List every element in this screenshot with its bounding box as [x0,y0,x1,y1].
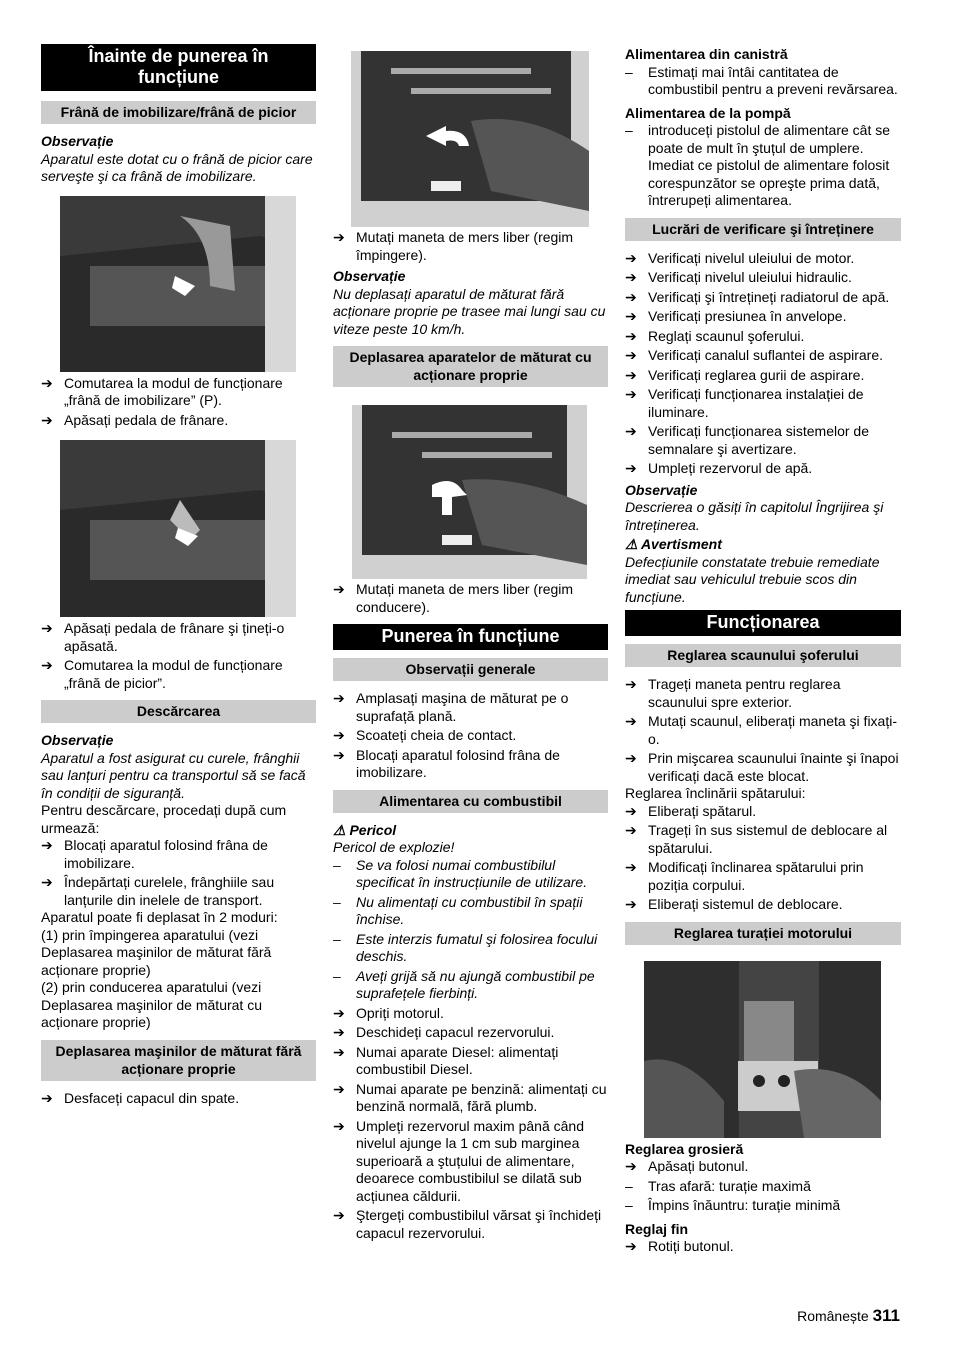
throttle-control-photo [644,961,881,1138]
step-item: ➔ Amplasați maşina de măturat pe o suprafață plană. [333,690,569,724]
step-item: ➔ Numai aparate Diesel: alimentați combustibil Diesel. [333,1043,559,1077]
subheading: Alimentarea din canistră [625,46,788,62]
arrow-icon: ➔ [41,1089,53,1106]
step-item: ➔ Blocați aparatul folosind frâna de imobilizare. [333,746,560,780]
parking-brake-illustration [60,196,296,372]
paragraph: Pentru descărcare, procedați după cum urmează: [41,802,287,836]
step-item: ➔ Umpleți rezervorul de apă. [625,460,813,476]
note-text: Descrierea o găsiți în capitolul Îngrijirea şi întreținerea. [625,499,884,533]
paragraph: (1) prin împingerea aparatului (vezi Deplasarea maşinilor de măturat fără acționare proprie) [41,926,272,978]
dash-icon: – [333,967,341,984]
step-item: ➔ Comutarea la modul de funcționare „frână de imobilizare” (P). [41,374,283,408]
danger-item: – Este interzis fumatul şi folosirea focului deschis. [333,930,598,964]
freewheel-lever-drive-photo [352,405,587,579]
section-heading: Înainte de punerea în funcțiune [41,44,316,91]
freewheel-lever-push-photo [351,51,589,227]
note-text: Aparatul este dotat cu o frână de picior care serveşte şi ca frână de imobilizare. [41,150,313,184]
step-item: ➔ Umpleți rezervorul maxim până când nivelul ajunge la 1 cm sub marginea superioară a ştuțului de alimentare, deoarece combustibilul se dilată sub acțiunea căldurii. [333,1117,584,1204]
note-label: Observație [41,732,114,748]
dash-item: – Estimați mai întâi cantitatea de combustibil pentru a preveni revărsarea. [625,63,898,97]
step-item: ➔ Mutați scaunul, eliberați maneta şi fixați-o. [625,713,897,747]
throttle-control-illustration [644,961,881,1138]
step-item: ➔ Blocați aparatul folosind frâna de imobilizare. [41,837,268,871]
arrow-icon: ➔ [333,581,345,597]
arrow-icon: ➔ [625,308,637,324]
step-item: ➔ Verificați nivelul uleiului hidraulic. [625,269,852,285]
arrow-icon: ➔ [41,657,53,673]
arrow-icon: ➔ [625,1158,637,1174]
warning-label: ⚠ Avertisment [625,536,722,552]
note-label: Observație [333,268,406,284]
step-item: ➔ Verificați funcționarea instalației de iluminare. [625,386,864,420]
step-item: ➔ Eliberați sistemul de deblocare. [625,896,843,912]
arrow-icon: ➔ [41,411,53,428]
arrow-icon: ➔ [625,1238,637,1254]
warning-icon: ⚠ [333,821,346,838]
step-item: ➔ Numai aparate pe benzină: alimentați cu benzină normală, fără plumb. [333,1080,607,1114]
section-heading: Punerea în funcțiune [333,624,608,650]
arrow-icon: ➔ [333,229,345,245]
step-item: ➔ Trageți în sus sistemul de deblocare al spătarului. [625,822,888,856]
section-heading: Funcționarea [625,610,901,636]
arrow-icon: ➔ [625,750,637,766]
step-item: ➔ Opriți motorul. [333,1004,444,1021]
step-item: ➔ Îndepărtați curelele, frânghiile sau lanțurile din inelele de transport. [41,874,275,908]
subsection-title: Descărcarea [41,700,316,723]
arrow-icon: ➔ [625,713,637,729]
arrow-icon: ➔ [625,347,637,363]
paragraph: Aparatul poate fi deplasat în 2 moduri: [41,909,278,925]
arrow-icon: ➔ [625,288,637,305]
dash-item: – introduceți pistolul de alimentare cât se poate de mult în ştuțul de umplere. Imediat ce pistolul de alimentare folosit corespunzător se opreşte prima dată, întrerupeți alimentarea. [625,122,891,208]
step-item: ➔ Verificați canalul suflantei de aspirare. [625,347,884,363]
step-item: ➔ Scoateți cheia de contact. [333,727,517,743]
arrow-icon: ➔ [625,802,637,819]
step-item: ➔ Rotiți butonul. [625,1238,734,1254]
arrow-icon: ➔ [625,327,637,344]
arrow-icon: ➔ [41,874,53,890]
arrow-icon: ➔ [625,896,637,912]
arrow-icon: ➔ [625,859,637,875]
dash-icon: – [333,856,341,873]
page-number: 311 [872,1306,900,1325]
arrow-icon: ➔ [333,690,345,706]
paragraph: Reglarea înclinării spătarului: [625,785,806,801]
step-item: ➔ Mutați maneta de mers liber (regim conducere). [333,581,574,615]
subsection-title: Alimentarea cu combustibil [333,790,608,813]
arrow-icon: ➔ [333,1117,345,1134]
warning-icon: ⚠ [625,536,638,552]
step-item: ➔ Verificați nivelul uleiului de motor. [625,249,855,266]
warning-text: Defecțiunile constatate trebuie remediate imediat sau vehiculul trebuie scos din funcțiune. [625,553,880,605]
danger-item: – Nu alimentați cu combustibil în spații închise. [333,893,583,927]
step-item: ➔ Apăsați butonul. [625,1158,749,1174]
step-item: ➔ Eliberați spătarul. [625,802,757,819]
freewheel-push-illustration [351,51,589,227]
foot-brake-photo [60,440,296,617]
arrow-icon: ➔ [625,269,637,285]
danger-label: ⚠ Pericol [333,821,397,838]
subsection-title: Frână de imobilizare/frână de picior [41,101,316,124]
subsection-title: Deplasarea aparatelor de măturat cu acționare proprie [333,346,608,387]
arrow-icon: ➔ [333,746,345,763]
dash-icon: – [625,1197,633,1213]
danger-text: Pericol de explozie! [333,839,455,855]
step-item: ➔ Mutați maneta de mers liber (regim împingere). [333,229,574,263]
arrow-icon: ➔ [625,822,637,838]
arrow-icon: ➔ [333,1043,345,1060]
arrow-icon: ➔ [625,676,637,692]
step-item: ➔ Trageți maneta pentru reglarea scaunului spre exterior. [625,676,841,710]
arrow-icon: ➔ [625,423,637,439]
subheading: Alimentarea de la pompă [625,104,791,121]
note-label: Observație [41,133,114,149]
step-item: ➔ Verificați presiunea în anvelope. [625,308,847,324]
subsection-title: Observații generale [333,658,608,681]
arrow-icon: ➔ [333,1004,345,1021]
arrow-icon: ➔ [333,1207,345,1223]
step-item: ➔ Apăsați pedala de frânare. [41,411,229,428]
arrow-icon: ➔ [333,1024,345,1040]
dash-icon: – [625,63,633,80]
subsection-title: Deplasarea maşinilor de măturat fără acționare proprie [41,1040,316,1081]
note-text: Aparatul a fost asigurat cu curele, frânghii sau lanțuri pentru ca transportul să se facă în condiții de siguranță. [41,749,306,801]
arrow-icon: ➔ [333,727,345,743]
dash-icon: – [625,122,633,138]
arrow-icon: ➔ [625,249,637,266]
note-label: Observație [625,481,698,498]
parking-brake-photo [60,196,296,372]
arrow-icon: ➔ [41,620,53,636]
dash-icon: – [625,1177,633,1194]
arrow-icon: ➔ [41,837,53,853]
arrow-icon: ➔ [625,460,637,476]
foot-brake-illustration [60,440,296,617]
page-footer [797,1307,900,1326]
step-item: ➔ Verificați reglarea gurii de aspirare. [625,366,865,383]
column-1 [41,44,316,1107]
subsection-title: Reglarea turației motorului [625,922,901,945]
freewheel-drive-illustration [352,405,587,579]
paragraph: (2) prin conducerea aparatului (vezi Deplasarea maşinilor de măturat cu acționare proprie) [41,979,262,1030]
subheading: Reglaj fin [625,1220,689,1237]
column-2 [333,51,608,1242]
subsection-title: Lucrări de verificare şi întreținere [625,218,901,241]
step-item: ➔ Prin mişcarea scaunului înainte şi înapoi verificați dacă este blocat. [625,750,899,784]
dash-icon: – [333,893,341,910]
subheading: Reglarea grosieră [625,1140,744,1157]
step-item: ➔ Verificați şi întrețineți radiatorul de apă. [625,288,890,305]
step-item: ➔ Verificați funcționarea sistemelor de semnalare şi avertizare. [625,423,869,457]
step-item: ➔ Apăsați pedala de frânare şi țineți-o apăsată. [41,620,285,654]
dash-item: – Tras afară: turație maximă [625,1177,811,1194]
step-item: ➔ Deschideți capacul rezervorului. [333,1024,555,1040]
page-language: Românește [797,1308,869,1324]
note-text: Nu deplasați aparatul de măturat fără acționare proprie pe trasee mai lungi sau cu viteze peste 10 km/h. [333,285,606,337]
arrow-icon: ➔ [333,1080,345,1097]
step-item: ➔ Desfaceți capacul din spate. [41,1089,240,1106]
step-item: ➔ Modificați înclinarea spătarului prin poziția corpului. [625,859,864,893]
danger-item: – Se va folosi numai combustibilul specificat în instrucțiunile de utilizare. [333,856,588,890]
subsection-title: Reglarea scaunului şoferului [625,644,901,667]
step-item: ➔ Ştergeți combustibilul vărsat şi închideți capacul rezervorului. [333,1207,602,1241]
arrow-icon: ➔ [41,374,53,391]
dash-icon: – [333,930,341,947]
arrow-icon: ➔ [625,366,637,383]
step-item: ➔ Comutarea la modul de funcționare „frână de picior”. [41,657,283,691]
arrow-icon: ➔ [625,386,637,402]
danger-item: – Aveți grijă să nu ajungă combustibil pe suprafețele fierbinți. [333,967,595,1001]
step-item: ➔ Reglați scaunul şoferului. [625,327,805,344]
dash-item: – Împins înăuntru: turație minimă [625,1197,841,1213]
column-3 [625,46,901,1256]
